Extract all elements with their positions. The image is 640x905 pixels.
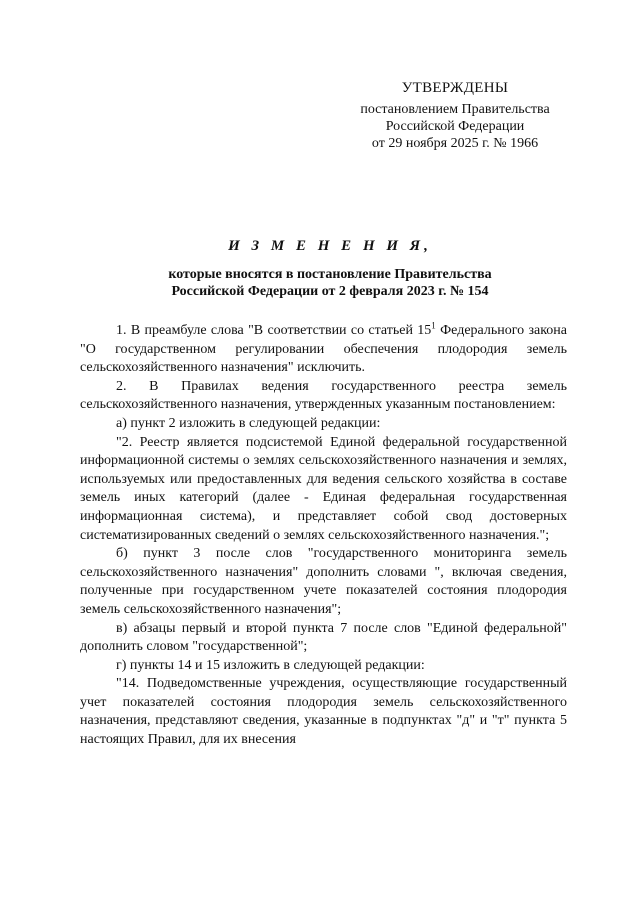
approval-block	[330, 80, 580, 152]
paragraph-2: 2. В Правилах ведения государственного реестра земель сельскохозяйственного назначения, утвержденных указанным постановлением:	[80, 378, 567, 413]
paragraph-1	[80, 322, 567, 378]
paragraph-8: "14. Подведомственные учреждения, осуществляющие государственный учет показателей состояния плодородия земель сельскохозяйственного назначения, представляют сведения, указанные в подпунктах "д" и "т" пункта 5 настоящих Правил, для их внесения	[80, 676, 567, 748]
approval-title: УТВЕРЖДЕНЫ	[401, 80, 509, 96]
paragraph-7: г) пункты 14 и 15 изложить в следующей редакции:	[116, 657, 425, 673]
paragraph-6: в) абзацы первый и второй пункта 7 после слов "Единой федеральной" дополнить словом "государственной";	[80, 620, 567, 655]
approval-line-1: постановлением Правительства	[360, 102, 550, 117]
heading-subtitle	[80, 266, 580, 300]
heading-subtitle-line-1: которые вносятся в постановление Правительства	[168, 267, 492, 282]
heading-subtitle-line-2: Российской Федерации от 2 февраля 2023 г. № 154	[171, 284, 489, 299]
paragraph-4: "2. Реестр является подсистемой Единой федеральной государственной информационной системы о землях сельскохозяйственного назначения и землях, используемых или предоставленных для ведения сельского хозяйства в составе земель иных категорий (далее - Единая федеральная государственная информационная система), и представляет собой свод достоверных систематизированных сведений о землях сельскохозяйственного назначения.";	[80, 434, 567, 543]
paragraph-5: б) пункт 3 после слов "государственного мониторинга земель сельскохозяйственного назначения" дополнить словами ", включая сведения, полученные при государственном учете показателей состояния плодородия земель сельскохозяйственного назначения";	[80, 546, 567, 617]
paragraph-1-part-b: Федерального закона "О государственном регулировании обеспечения плодородия земель сельскохозяйственного назначения" исключить.	[80, 323, 567, 376]
paragraph-3: а) пункт 2 изложить в следующей редакции:	[116, 415, 381, 431]
approval-line-3: от 29 ноября 2025 г. № 1966	[371, 136, 539, 151]
approval-line-2: Российской Федерации	[385, 119, 525, 134]
heading-title: И З М Е Н Е Н И Я,	[228, 238, 432, 254]
document-heading	[80, 238, 580, 300]
paragraph-1-superscript: 1	[431, 320, 436, 331]
paragraph-1-part-a: 1. В преамбуле слова "В соответствии со статьей 15	[116, 323, 432, 338]
document-body	[80, 322, 567, 750]
